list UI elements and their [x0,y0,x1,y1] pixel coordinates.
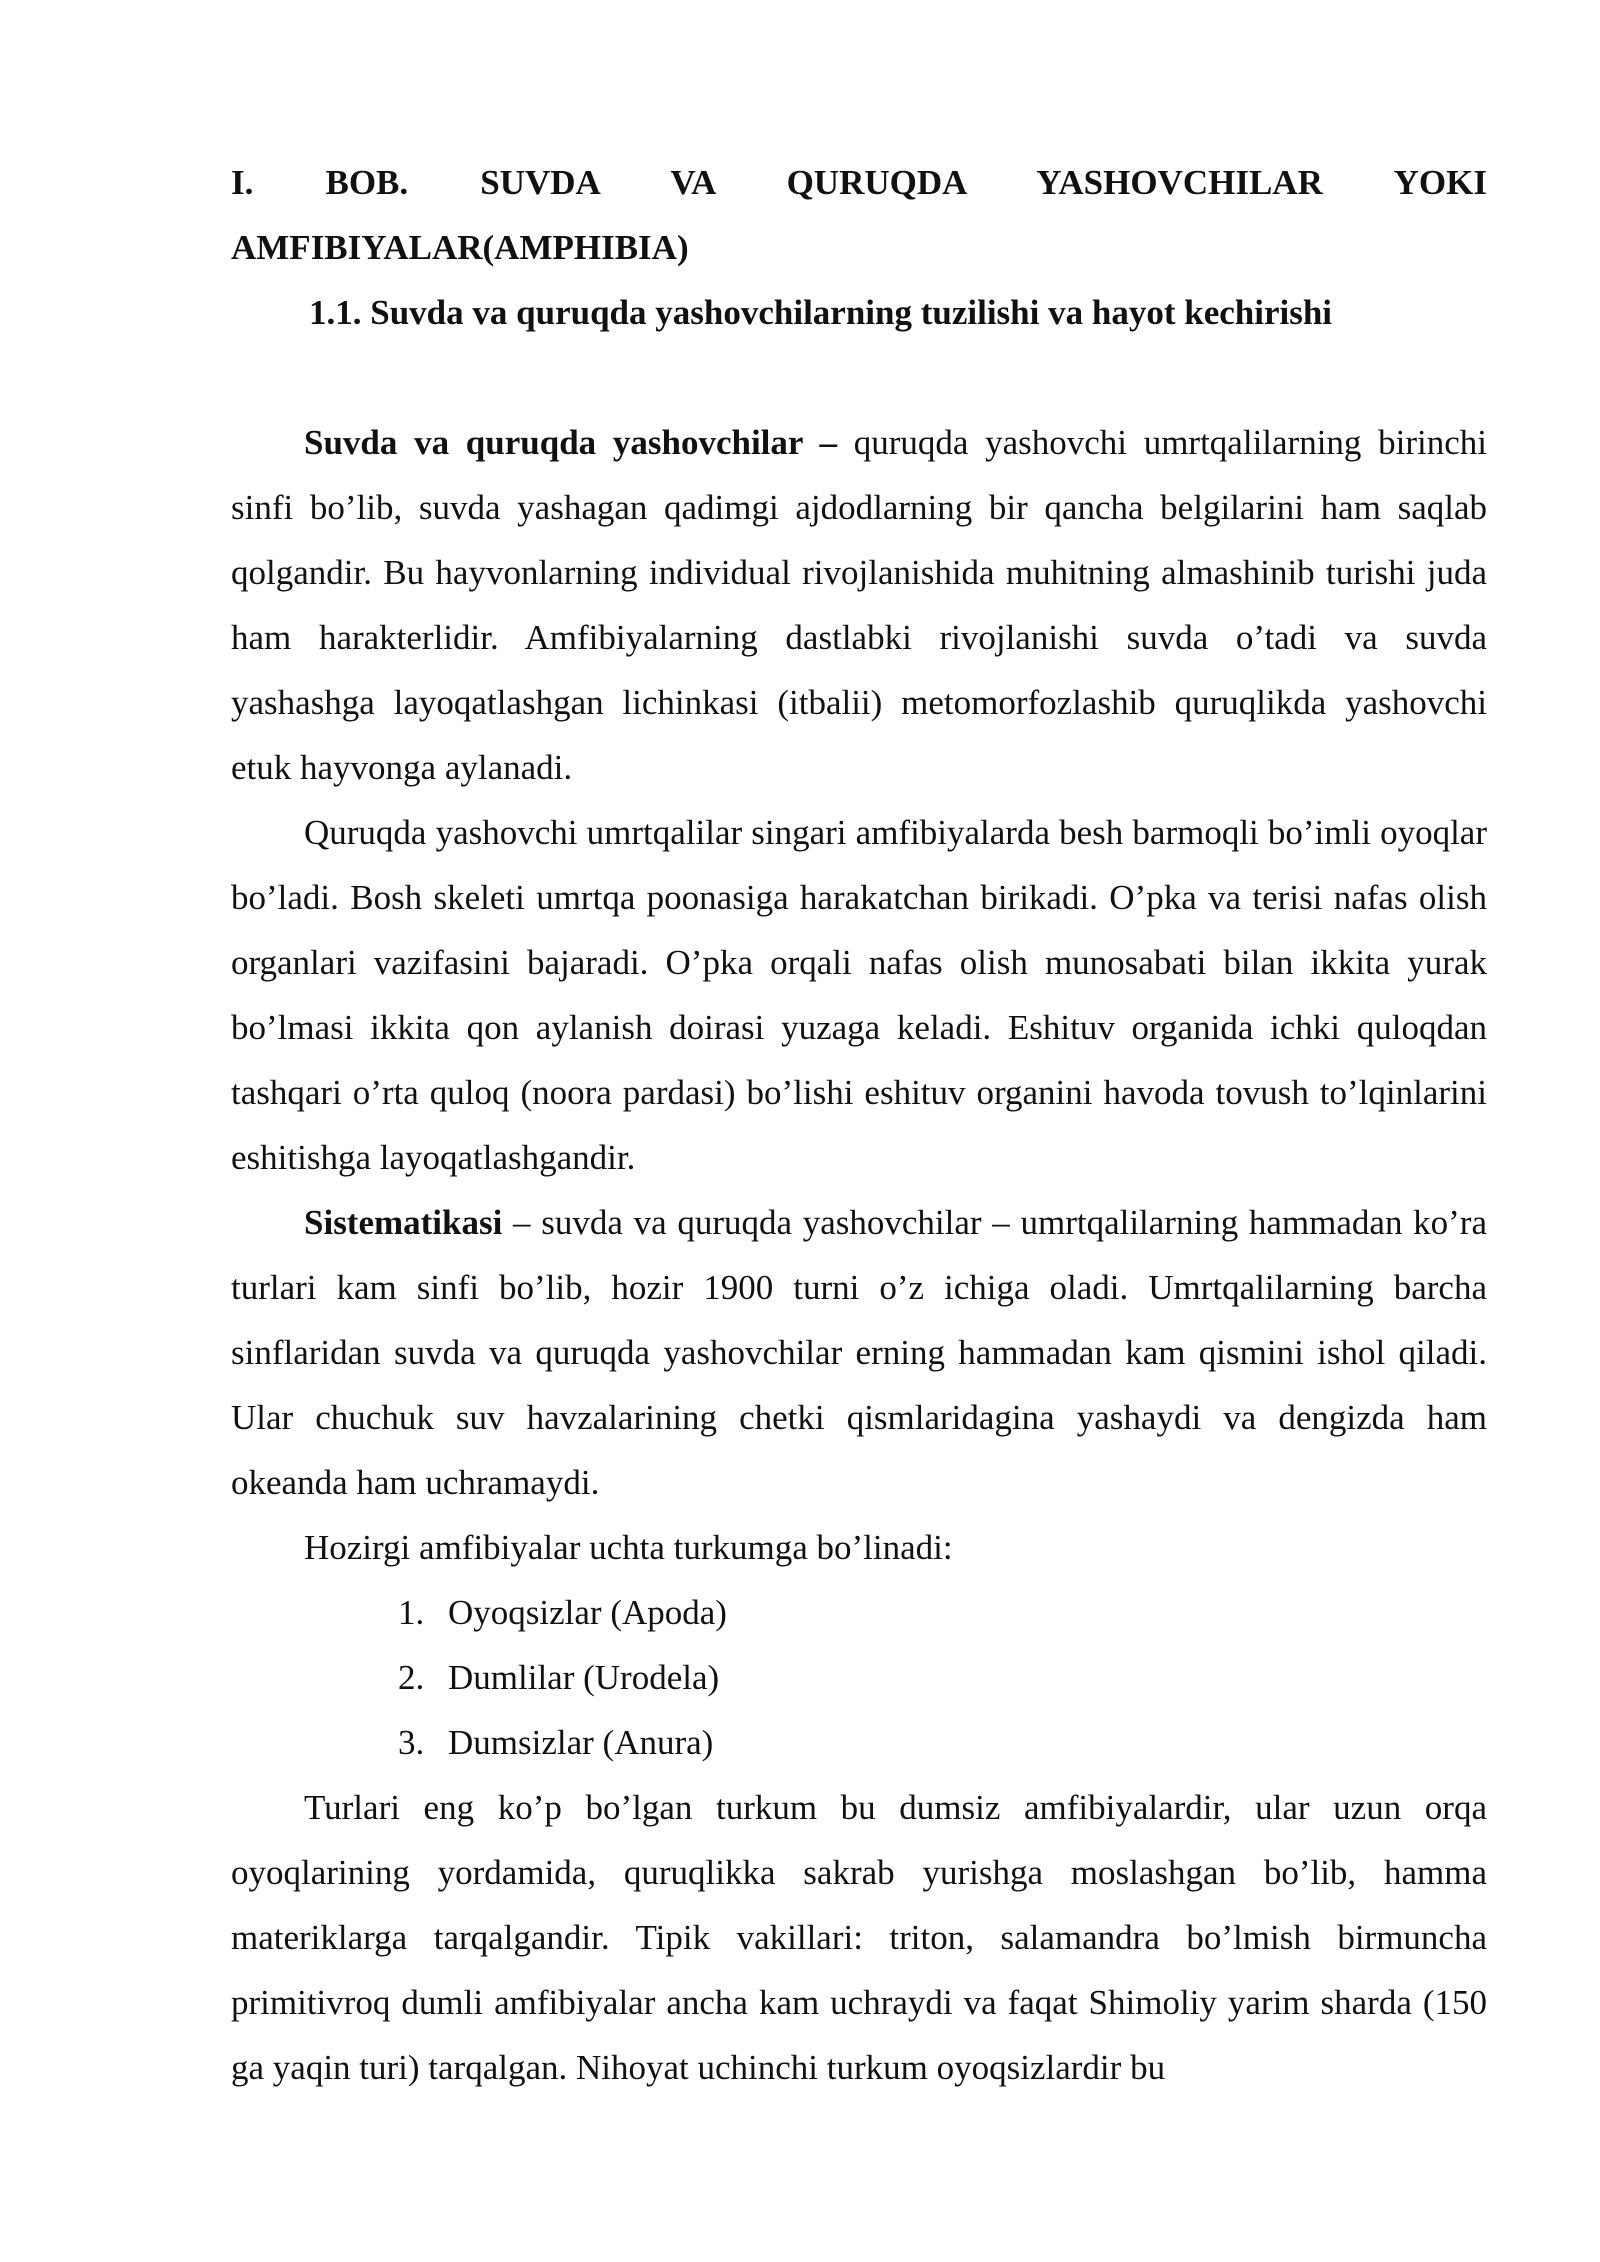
paragraph-text: Quruqda yashovchi umrtqalilar singari amfibiyalarda besh barmoqli bo’imli oyoqlar bo’ladi. Bosh skeleti umrtqa poonasiga harakatchan birikadi. O’pka va terisi nafas olish organlari vazifasini bajaradi. O’pka orqali nafas olish munosabati bilan ikkita yurak bo’lmasi ikkita qon aylanish doirasi yuzaga keladi. Eshituv organida ichki quloqdan tashqari o’rta quloq (noora pardasi) bo’lishi eshituv organini havoda tovush to’lqinlarini eshitishga layoqatlashgandir. [231,813,1487,1177]
orders-list [231,1580,1487,1775]
paragraph-distribution [231,1775,1487,2100]
paragraph-text: Turlari eng ko’p bo’lgan turkum bu dumsiz amfibiyalardir, ular uzun orqa oyoqlarining yordamida, quruqlikka sakrab yurishga moslashgan bo’lib, hamma materiklarga tarqalgandir. Tipik vakillari: triton, salamandra bo’lmish birmuncha primitivroq dumli amfibiyalar ancha kam uchraydi va faqat Shimoliy yarim sharda (150 ga yaqin turi) tarqalgan. Nihoyat uchinchi turkum oyoqsizlardir bu [231,1788,1487,2087]
paragraph-text: quruqda yashovchi umrtqalilarning birinchi sinfi bo’lib, suvda yashagan qadimgi ajdodlarning bir qancha belgilarini ham saqlab qolgandir. Bu hayvonlarning individual rivojlanishida muhitning almashinib turishi juda ham harakterlidir. Amfibiyalarning dastlabki rivojlanishi suvda o’tadi va suvda yashashga layoqatlashgan lichinkasi (itbalii) metomorfozlashib quruqlikda yashovchi etuk hayvonga aylanadi. [231,423,1487,787]
list-number: 1. [398,1593,425,1632]
list-item [231,1580,1487,1645]
list-number: 2. [398,1658,425,1697]
paragraph-orders-intro [231,1515,1487,1580]
chapter-title-line1: I. BOB. SUVDA VA QURUQDA YASHOVCHILAR YOKI [231,163,1487,202]
chapter-title-line2: AMFIBIYALAR(AMPHIBIA) [231,228,689,267]
list-text: Dumsizlar (Anura) [448,1723,714,1762]
term-bold: Suvda va quruqda yashovchilar – [304,423,837,462]
document-page [231,150,1487,2100]
spacer [231,345,1487,410]
paragraph-systematics [231,1190,1487,1515]
section-title: 1.1. Suvda va quruqda yashovchilarning tuzilishi va hayot kechirishi [309,293,1333,332]
paragraph-anatomy [231,800,1487,1190]
list-item [231,1710,1487,1775]
paragraph-text: Hozirgi amfibiyalar uchta turkumga bo’linadi: [304,1528,953,1567]
list-number: 3. [398,1723,425,1762]
list-text: Dumlilar (Urodela) [448,1658,720,1697]
paragraph-definition [231,410,1487,800]
chapter-title [231,150,1487,280]
term-bold: Sistematikasi [304,1203,503,1242]
list-item [231,1645,1487,1710]
list-text: Oyoqsizlar (Apoda) [448,1593,727,1632]
paragraph-text: – suvda va quruqda yashovchilar – umrtqalilarning hammadan ko’ra turlari kam sinfi bo’lib, hozir 1900 turni o’z ichiga oladi. Umrtqalilarning barcha sinflaridan suvda va quruqda yashovchilar erning hammadan kam qismini ishol qiladi. Ular chuchuk suv havzalarining chetki qismlaridagina yashaydi va dengizda ham okeanda ham uchramaydi. [231,1203,1487,1502]
